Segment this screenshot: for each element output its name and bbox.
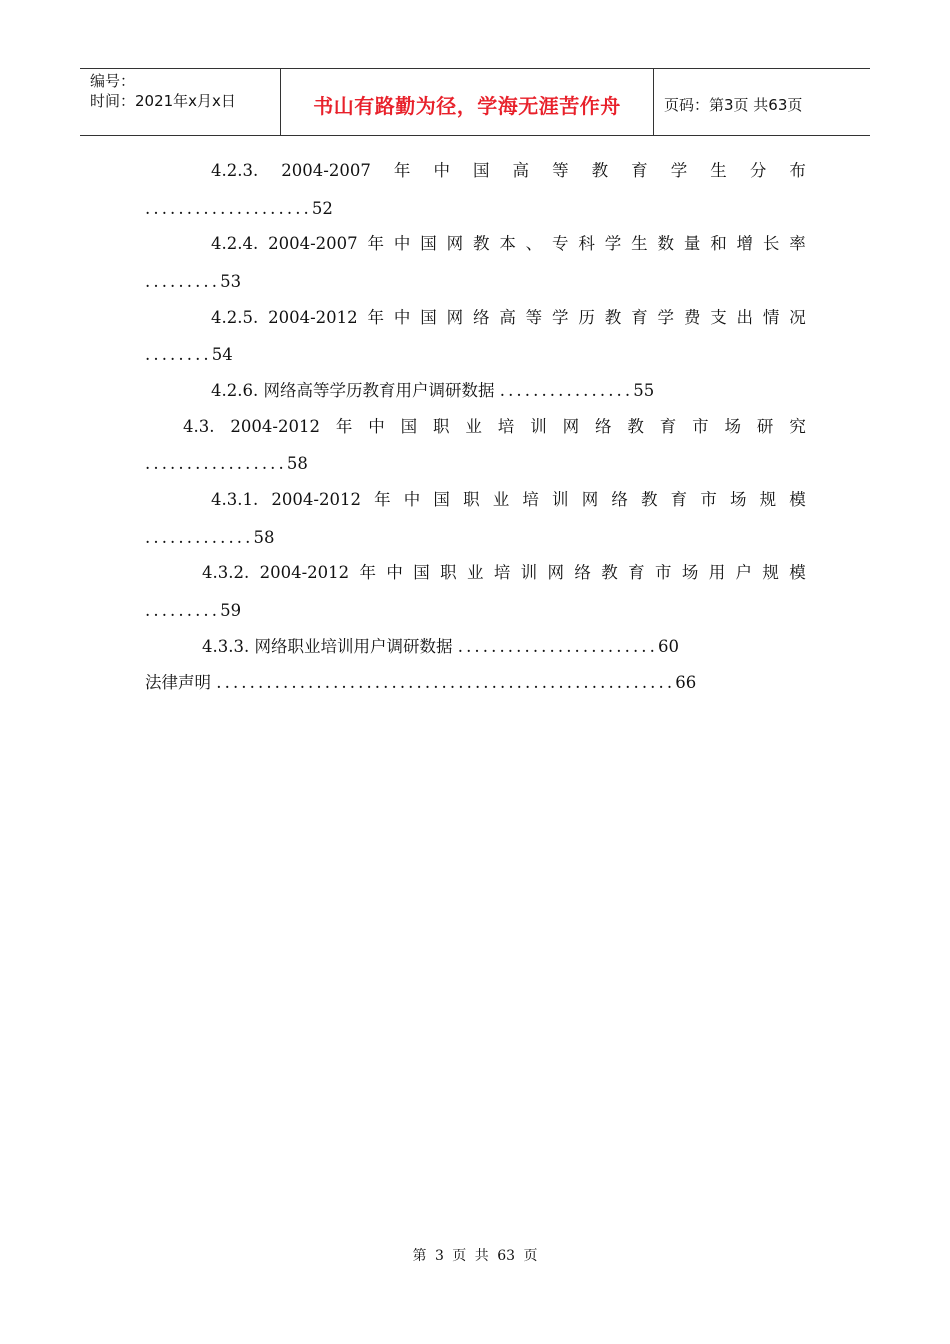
toc-word: 规 — [759, 490, 777, 509]
toc-page-number: 55 — [633, 381, 655, 400]
toc-word: 、 — [525, 234, 543, 253]
page-header — [80, 68, 870, 136]
toc-word: 网 — [547, 563, 565, 582]
toc-dots: ........................ — [457, 637, 658, 656]
toc-page-number: 58 — [253, 528, 275, 547]
toc-word: 出 — [736, 308, 754, 327]
toc-number: 4.2.5. — [211, 308, 259, 327]
toc-leader-4-3-2 — [145, 600, 241, 622]
toc-entry-4-3-3[interactable] — [202, 636, 679, 658]
toc-title: 4.2.6. 网络高等学历教育用户调研数据 — [211, 381, 500, 400]
toc-number: 4.2.3. — [211, 161, 259, 180]
toc-entry-4-3-1[interactable] — [211, 489, 806, 511]
toc-word: 教 — [627, 417, 644, 436]
toc-leader-4-3 — [145, 453, 308, 475]
toc-word: 长 — [762, 234, 780, 253]
toc-word: 培 — [497, 417, 515, 436]
page-footer — [0, 1245, 950, 1265]
toc-word: 育 — [670, 490, 688, 509]
toc-word: 育 — [659, 417, 677, 436]
toc-entry-legal[interactable] — [145, 672, 696, 694]
toc-word: 络 — [472, 308, 490, 327]
toc-word: 中 — [403, 490, 421, 509]
toc-word: 年 — [335, 417, 353, 436]
toc-word: 教 — [601, 563, 618, 582]
toc-word: 市 — [700, 490, 717, 509]
toc-word: 网 — [446, 308, 464, 327]
toc-word: 布 — [789, 161, 806, 180]
toc-page-number: 58 — [286, 454, 308, 473]
toc-title: 4.3.3. 网络职业培训用户调研数据 — [202, 637, 458, 656]
toc-word: 况 — [789, 308, 806, 327]
toc-word: 场 — [724, 417, 742, 436]
toc-word: 育 — [631, 161, 648, 180]
toc-word: 职 — [440, 563, 457, 582]
toc-word: 模 — [789, 490, 806, 509]
toc-dots: .................... — [145, 199, 312, 218]
toc-dots: ....................................................... — [216, 673, 676, 692]
toc-word: 专 — [552, 234, 569, 253]
toc-year: 2004-2012 — [230, 417, 320, 436]
toc-word: 网 — [581, 490, 599, 509]
toc-word: 学 — [604, 234, 622, 253]
toc-word: 增 — [736, 234, 754, 253]
toc-word: 市 — [654, 563, 672, 582]
toc-number: 4.3.1. — [211, 490, 259, 509]
header-motto: 书山有路勤为径，学海无涯苦作舟 — [313, 93, 621, 118]
toc-word: 生 — [710, 161, 727, 180]
header-page-info-cell — [654, 69, 870, 135]
toc-page-number: 59 — [220, 601, 242, 620]
toc-entry-4-2-4[interactable] — [211, 233, 806, 255]
toc-word: 量 — [683, 234, 701, 253]
toc-year: 2004-2007 — [281, 161, 371, 180]
toc-word: 本 — [499, 234, 516, 253]
toc-year: 2004-2012 — [259, 563, 350, 582]
toc-year: 2004-2012 — [268, 308, 358, 327]
toc-word: 训 — [552, 490, 569, 509]
header-number-label: 编号： — [90, 72, 136, 90]
toc-word: 分 — [749, 161, 767, 180]
toc-word: 育 — [631, 308, 648, 327]
footer-page-number: 第 3 页 共 63 页 — [412, 1248, 538, 1264]
header-page-info: 页码：第3页 共63页 — [664, 95, 803, 114]
header-motto-cell — [281, 69, 654, 135]
toc-entry-4-3-2[interactable] — [202, 562, 806, 584]
toc-page-number: 60 — [658, 637, 679, 656]
toc-word: 国 — [400, 417, 418, 436]
toc-word: 教 — [591, 161, 609, 180]
toc-word: 支 — [710, 308, 727, 327]
toc-dots: ......... — [145, 601, 221, 620]
toc-word: 科 — [578, 234, 595, 253]
toc-word: 教 — [641, 490, 658, 509]
toc-page-number: 66 — [675, 673, 697, 692]
toc-word: 业 — [465, 417, 482, 436]
toc-word: 历 — [578, 308, 595, 327]
toc-dots: ............. — [145, 528, 254, 547]
header-meta — [80, 69, 281, 135]
toc-word: 中 — [393, 308, 411, 327]
toc-number: 4.3. — [183, 417, 215, 436]
toc-word: 高 — [512, 161, 530, 180]
toc-word: 学 — [552, 308, 569, 327]
toc-word: 用 — [708, 563, 726, 582]
toc-number: 4.2.4. — [211, 234, 259, 253]
toc-word: 络 — [574, 563, 591, 582]
toc-word: 模 — [789, 563, 806, 582]
toc-word: 国 — [420, 308, 437, 327]
toc-word: 国 — [472, 161, 490, 180]
toc-word: 场 — [681, 563, 699, 582]
toc-year: 2004-2012 — [271, 490, 361, 509]
toc-word: 年 — [374, 490, 391, 509]
toc-leader-4-2-5 — [145, 344, 233, 366]
toc-word: 市 — [692, 417, 709, 436]
toc-word: 研 — [756, 417, 774, 436]
toc-word: 户 — [735, 563, 753, 582]
toc-word: 年 — [359, 563, 377, 582]
toc-word: 数 — [657, 234, 674, 253]
toc-word: 网 — [446, 234, 464, 253]
toc-word: 高 — [499, 308, 516, 327]
toc-entry-4-2-3[interactable] — [211, 160, 806, 182]
toc-word: 中 — [368, 417, 385, 436]
toc-leader-4-2-4 — [145, 271, 241, 293]
toc-word: 情 — [762, 308, 780, 327]
toc-leader-4-2-3 — [145, 198, 333, 220]
toc-leader-4-3-1 — [145, 527, 274, 549]
header-time-label: 时间：2021年x月x日 — [90, 92, 236, 110]
toc-word: 率 — [789, 234, 806, 253]
toc-word: 国 — [433, 490, 450, 509]
toc-word: 网 — [562, 417, 580, 436]
toc-word: 学 — [670, 161, 688, 180]
toc-year: 2004-2007 — [268, 234, 358, 253]
toc-word: 育 — [628, 563, 645, 582]
toc-word: 络 — [611, 490, 628, 509]
toc-number: 4.3.2. — [202, 563, 250, 582]
toc-entry-4-2-5[interactable] — [211, 307, 806, 329]
toc-word: 教 — [472, 234, 490, 253]
toc-word: 教 — [604, 308, 622, 327]
toc-word: 络 — [594, 417, 612, 436]
toc-word: 和 — [710, 234, 727, 253]
toc-word: 生 — [631, 234, 648, 253]
toc-word: 年 — [367, 234, 385, 253]
toc-word: 场 — [729, 490, 747, 509]
toc-page-number: 53 — [220, 272, 242, 291]
toc-word: 培 — [493, 563, 511, 582]
toc-dots: ......... — [145, 272, 221, 291]
toc-entry-4-2-6[interactable] — [211, 380, 654, 402]
toc-word: 国 — [420, 234, 437, 253]
toc-word: 职 — [463, 490, 480, 509]
toc-word: 等 — [525, 308, 543, 327]
toc-word: 年 — [393, 161, 411, 180]
toc-word: 职 — [433, 417, 450, 436]
toc-word: 培 — [522, 490, 539, 509]
toc-entry-4-3[interactable] — [183, 416, 806, 438]
toc-word: 业 — [492, 490, 510, 509]
toc-word: 规 — [762, 563, 779, 582]
toc-dots: ................. — [145, 454, 287, 473]
toc-word: 中 — [386, 563, 403, 582]
toc-word: 费 — [683, 308, 701, 327]
toc-word: 究 — [789, 417, 806, 436]
toc-dots: ........ — [145, 345, 212, 364]
toc-dots: ................ — [499, 381, 634, 400]
toc-word: 中 — [433, 161, 450, 180]
toc-word: 训 — [520, 563, 538, 582]
toc-page-number: 54 — [211, 345, 233, 364]
toc-title: 法律声明 — [145, 673, 217, 692]
toc-page-number: 52 — [311, 199, 333, 218]
toc-word: 国 — [413, 563, 430, 582]
toc-word: 训 — [530, 417, 547, 436]
toc-word: 年 — [367, 308, 385, 327]
toc-word: 中 — [393, 234, 411, 253]
toc-word: 学 — [657, 308, 674, 327]
toc-word: 业 — [466, 563, 484, 582]
toc-word: 等 — [552, 161, 569, 180]
